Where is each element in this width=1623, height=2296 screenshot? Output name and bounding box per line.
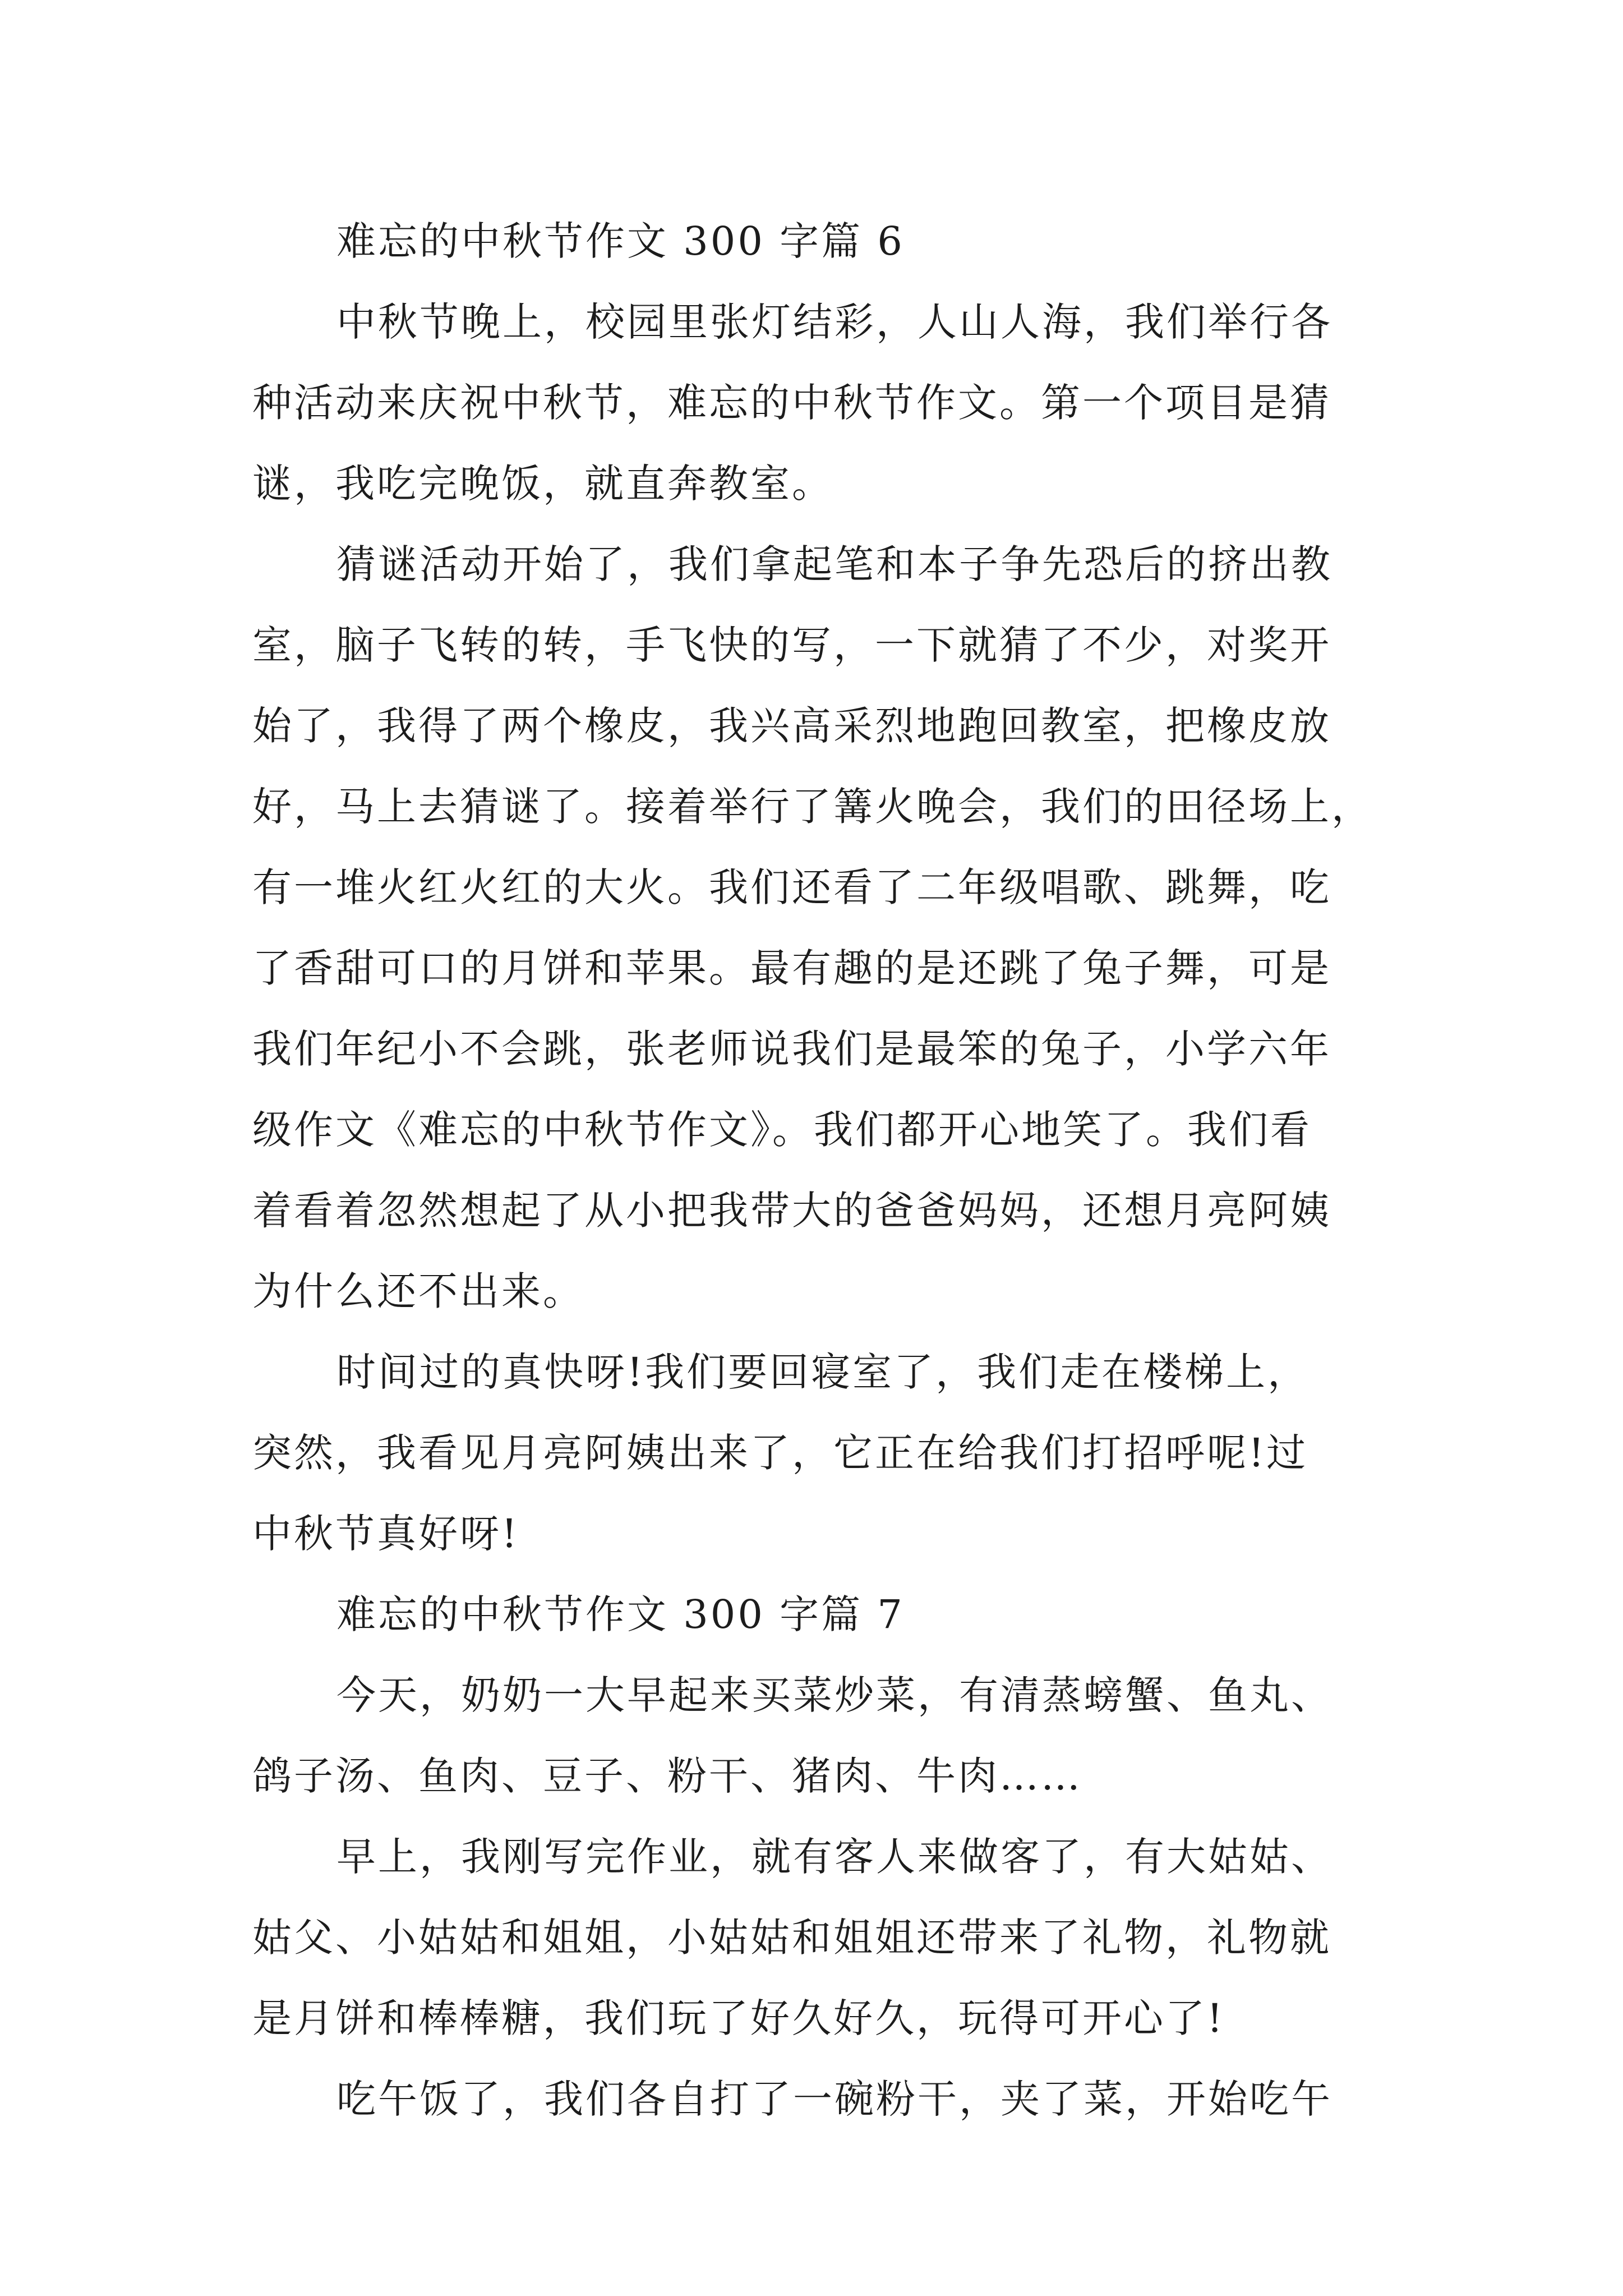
paragraph-line: 种活动来庆祝中秋节，难忘的中秋节作文。第一个项目是猜 xyxy=(252,380,1331,426)
paragraph-line: 今天，奶奶一大早起来买菜炒菜，有清蒸螃蟹、鱼丸、 xyxy=(336,1672,1332,1718)
paragraph-line: 好，马上去猜谜了。接着举行了篝火晚会，我们的田径场上， xyxy=(252,784,1373,830)
paragraph-line: 有一堆火红火红的大火。我们还看了二年级唱歌、跳舞，吃 xyxy=(252,864,1331,910)
paragraph-line: 早上，我刚写完作业，就有客人来做客了，有大姑姑、 xyxy=(336,1834,1332,1880)
paragraph-line: 了香甜可口的月饼和苹果。最有趣的是还跳了兔子舞，可是 xyxy=(252,945,1331,991)
section-heading-6: 难忘的中秋节作文 300 字篇 6 xyxy=(336,218,905,264)
paragraph-line: 为什么还不出来。 xyxy=(252,1268,584,1314)
paragraph-line: 室，脑子飞转的转，手飞快的写，一下就猜了不少，对奖开 xyxy=(252,622,1331,668)
paragraph-line: 级作文《难忘的中秋节作文》。我们都开心地笑了。我们看 xyxy=(252,1107,1312,1153)
paragraph-line: 时间过的真快呀!我们要回寝室了，我们走在楼梯上， xyxy=(336,1349,1310,1395)
paragraph-line: 是月饼和棒棒糖，我们玩了好久好久，玩得可开心了! xyxy=(252,1995,1225,2041)
paragraph-line: 始了，我得了两个橡皮，我兴高采烈地跑回教室，把橡皮放 xyxy=(252,703,1331,749)
paragraph-line: 姑父、小姑姑和姐姐，小姑姑和姐姐还带来了礼物，礼物就 xyxy=(252,1915,1331,1961)
paragraph-line: 我们年纪小不会跳，张老师说我们是最笨的兔子，小学六年 xyxy=(252,1026,1331,1072)
paragraph-line: 猜谜活动开始了，我们拿起笔和本子争先恐后的挤出教 xyxy=(336,541,1332,587)
paragraph-line: 鸽子汤、鱼肉、豆子、粉干、猪肉、牛肉…… xyxy=(252,1753,1082,1799)
paragraph-line: 谜，我吃完晚饭，就直奔教室。 xyxy=(252,461,833,507)
section-heading-7: 难忘的中秋节作文 300 字篇 7 xyxy=(336,1591,905,1637)
paragraph-line: 突然，我看见月亮阿姨出来了，它正在给我们打招呼呢!过 xyxy=(252,1430,1308,1476)
paragraph-line: 着看着忽然想起了从小把我带大的爸爸妈妈，还想月亮阿姨 xyxy=(252,1188,1331,1234)
paragraph-line: 中秋节晚上，校园里张灯结彩，人山人海，我们举行各 xyxy=(336,299,1332,345)
paragraph-line: 吃午饭了，我们各自打了一碗粉干，夹了菜，开始吃午 xyxy=(336,2076,1332,2122)
paragraph-line: 中秋节真好呀! xyxy=(252,1511,520,1557)
